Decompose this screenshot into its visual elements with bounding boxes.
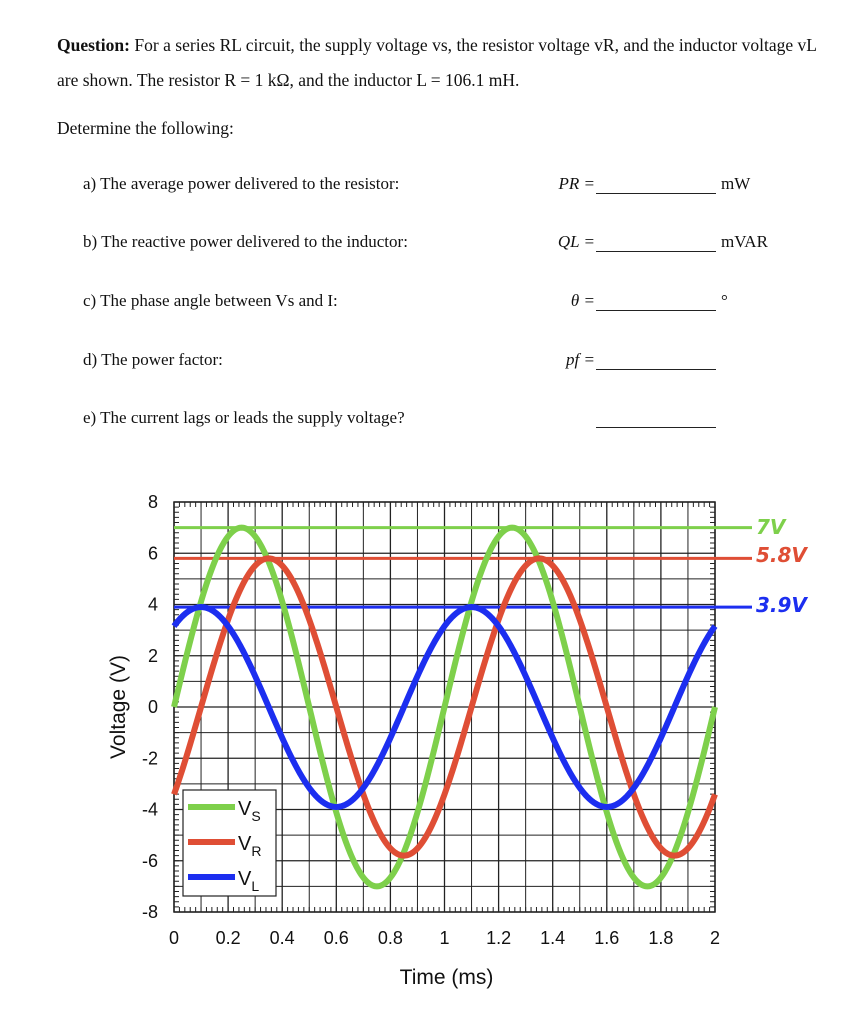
x-axis-label: Time (ms)	[399, 966, 494, 989]
part-unit: °	[721, 291, 728, 310]
part-e	[83, 408, 803, 434]
answer-blank[interactable]	[596, 193, 716, 194]
x-tick-label: 0.2	[215, 928, 241, 948]
part-label: a) The average power delivered to the resistor:	[83, 174, 400, 193]
part-label: b) The reactive power delivered to the inductor:	[83, 232, 408, 251]
legend-entry: $V_L$	[238, 868, 260, 894]
voltage-chart-svg	[0, 470, 847, 1024]
y-tick-label: 0	[147, 697, 158, 717]
x-tick-label: 0.8	[377, 928, 403, 948]
legend-entry: $V_S$	[238, 798, 261, 824]
answer-blank[interactable]	[596, 310, 716, 311]
part-symbol: θ =	[570, 291, 595, 310]
x-tick-label: 0	[168, 928, 180, 948]
y-tick-label: 6	[147, 543, 158, 564]
legend-entry: $V_R$	[238, 833, 262, 859]
x-tick-label: 1.8	[648, 928, 674, 948]
peak-annotation: 3.9V	[756, 593, 807, 617]
peak-annotation: 5.8V	[756, 543, 807, 567]
x-tick-label: 0.6	[323, 928, 349, 948]
determine-heading: Determine the following:	[57, 118, 234, 138]
part-d	[83, 350, 803, 376]
x-tick-label: 1.4	[540, 928, 566, 948]
part-label: d) The power factor:	[83, 350, 223, 369]
part-b	[83, 232, 803, 258]
part-label: e) The current lags or leads the supply voltage?	[83, 408, 405, 427]
part-symbol: PR =	[558, 174, 595, 193]
y-tick-label: -4	[141, 799, 158, 820]
question-body: For a series RL circuit, the supply voltage vs, the resistor voltage vR, and the inductor voltage vL are shown. The resistor R = 1 kΩ, and the inductor L = 106.1 mH.	[57, 35, 818, 90]
y-axis-label: Voltage (V)	[107, 655, 130, 759]
peak-annotation: 7V	[756, 515, 786, 539]
y-tick-label: -6	[141, 850, 158, 871]
part-a	[83, 174, 803, 200]
answer-blank[interactable]	[596, 427, 716, 428]
part-unit: mVAR	[721, 232, 768, 251]
question-heading: Question:	[57, 35, 130, 55]
answer-blank[interactable]	[596, 369, 716, 370]
y-tick-label: 2	[147, 645, 158, 666]
part-symbol: QL =	[557, 232, 595, 251]
voltage-chart	[0, 470, 847, 1029]
x-tick-label: 0.4	[269, 928, 295, 948]
part-c	[83, 291, 803, 317]
answer-blank[interactable]	[596, 251, 716, 252]
x-tick-label: 2	[709, 928, 721, 948]
x-tick-label: 1.6	[594, 928, 620, 948]
x-tick-label: 1.2	[486, 928, 512, 948]
legend	[183, 790, 276, 896]
x-tick-label: 1	[439, 928, 450, 948]
y-tick-label: 8	[147, 492, 158, 512]
part-unit: mW	[721, 174, 751, 193]
part-label: c) The phase angle between Vs and I:	[83, 291, 338, 310]
y-tick-label: 4	[147, 594, 158, 615]
y-tick-label: -8	[141, 902, 158, 922]
question-text	[57, 28, 817, 98]
y-tick-label: -2	[141, 748, 158, 769]
part-symbol: pf =	[566, 350, 595, 369]
